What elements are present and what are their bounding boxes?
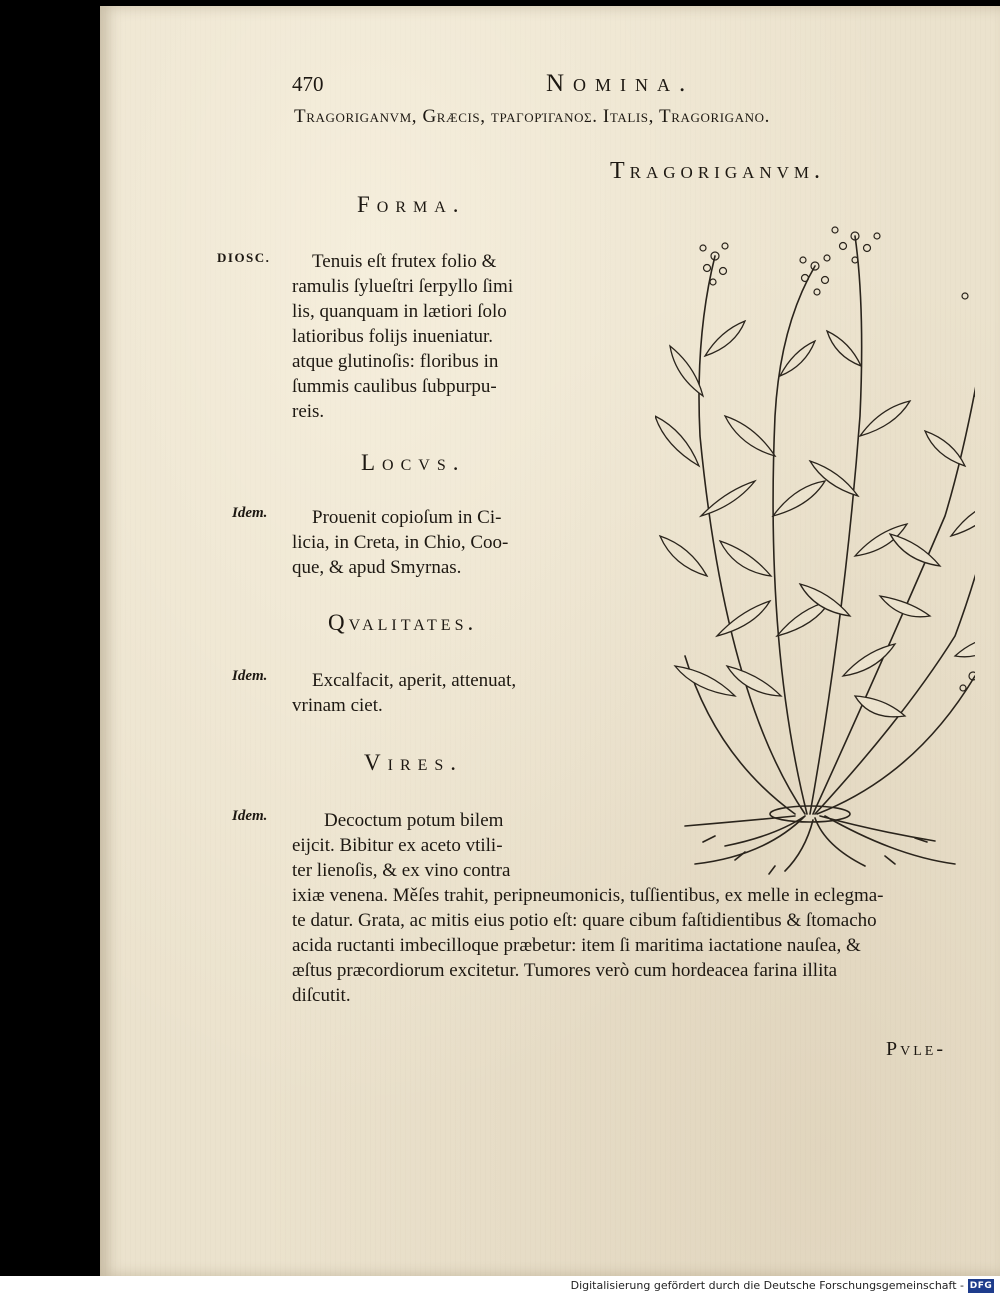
book-page: [100, 6, 1000, 1276]
margin-note-forma: DIOSC.: [217, 250, 271, 265]
digitization-credit: Digitalisierung gefördert durch die Deutsche Forschungsgemeinschaft -: [570, 1279, 964, 1292]
margin-note-locus: Idem.: [232, 505, 268, 521]
text-line: ter lienoſis, & ex vino contra: [292, 860, 511, 881]
text-line: que, & apud Smyrnas.: [292, 557, 462, 578]
text-line: eijcit. Bibitur ex aceto vtili-: [292, 835, 503, 856]
text-line: vrinam ciet.: [292, 695, 383, 716]
text-line: te datur. Grata, ac mitis eius potio eſt: quare cibum faſtidientibus & ſtomacho: [292, 910, 877, 931]
catchword: Pvle-: [886, 1038, 946, 1060]
text-line: Decoctum potum bilem: [324, 810, 504, 831]
heading-forma: Forma.: [357, 192, 466, 217]
text-line: atque glutinoſis: floribus in: [292, 351, 499, 372]
text-line: latioribus folijs inueniatur.: [292, 326, 494, 347]
running-head: Nomina.: [546, 70, 695, 97]
text-line: Prouenit copioſum in Ci-: [312, 507, 502, 528]
margin-note-qualitates: Idem.: [232, 668, 268, 684]
text-line: licia, in Creta, in Chio, Coo-: [292, 532, 509, 553]
heading-vires: Vires.: [364, 750, 464, 775]
heading-locus: Locvs.: [361, 450, 466, 475]
heading-qualitates: Qvalitates.: [328, 610, 478, 635]
margin-note-vires: Idem.: [232, 808, 268, 824]
text-line: ixiæ venena. Měſes trahit, peripneumonicis, tuſſientibus, ex melle in eclegma-: [292, 885, 884, 906]
text-line: æſtus præcordiorum excitetur. Tumores verò cum hordeacea farina illita: [292, 960, 838, 981]
text-line: ſummis caulibus ſubpurpu-: [292, 376, 497, 397]
text-line: Excalfacit, aperit, attenuat,: [312, 670, 517, 691]
text-line: diſcutit.: [292, 985, 351, 1006]
text-line: lis, quanquam in lætiori ſolo: [292, 301, 507, 322]
nomina-line: Tragoriganvm, Græcis, τραγορίγανος. Italis, Tragorigano.: [294, 106, 770, 127]
page-number: 470: [292, 72, 324, 96]
text-line: Tenuis eſt frutex folio &: [312, 251, 497, 272]
dfg-logo: DFG: [969, 1281, 993, 1291]
text-line: acida ructanti imbecilloque præbetur: item ſi maritima iactatione nauſea, &: [292, 935, 861, 956]
text-line: ramulis ſylueſtri ſerpyllo ſimi: [292, 276, 514, 297]
text-line: reis.: [292, 401, 325, 422]
plant-title: Tragoriganvm.: [610, 158, 826, 184]
tragoriganum-woodcut-plant-icon: [655, 216, 975, 876]
